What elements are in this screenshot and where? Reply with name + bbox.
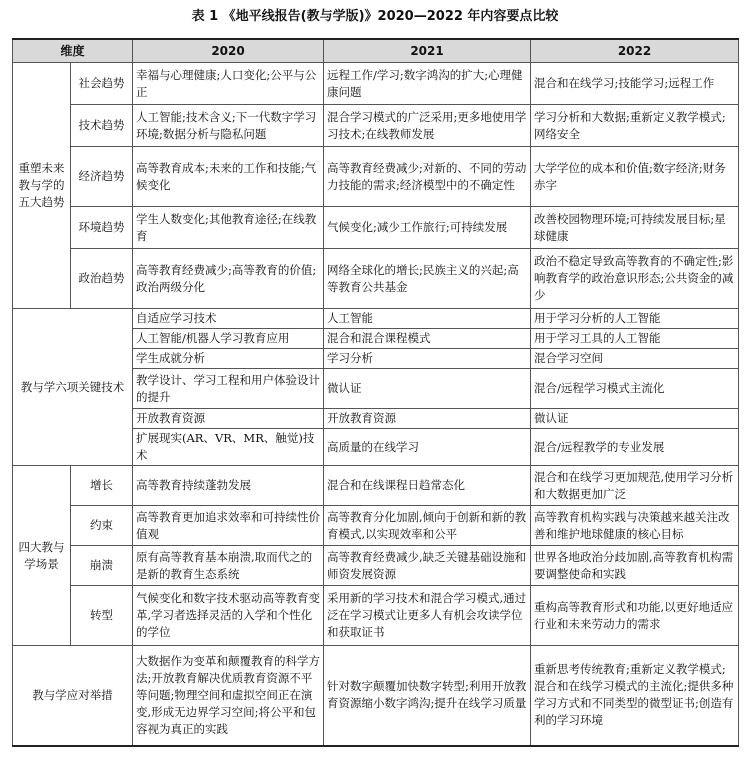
cell-2021: 高等教育经费减少;对新的、不同的劳动力技能的需求;经济模型中的不确定性 [324,147,531,207]
table-row [13,506,739,546]
header-2020: 2020 [133,39,324,63]
section-title: 重塑未来教与学的五大趋势 [13,63,71,309]
cell-2020: 气候变化和数字技术驱动高等教育变革,学习者选择灵活的入学和个性化的学位 [133,586,324,646]
cell-2021: 混合和在线课程日趋常态化 [324,466,531,506]
cell-2021: 高等教育分化加剧,倾向于创新和新的教育模式,以实现效率和公平 [324,506,531,546]
cell-2021: 针对数字颠覆加快数字转型;利用开放教育资源缩小数字鸿沟;提升在线学习质量 [324,646,531,746]
row-label: 经济趋势 [71,147,133,207]
cell-2021: 开放教育资源 [324,409,531,429]
row-label: 环境趋势 [71,207,133,249]
section-title: 四大教与学场景 [13,466,71,646]
cell-2022: 改善校园物理环境;可持续发展目标;星球健康 [531,207,739,249]
cell-2020: 教学设计、学习工程和用户体验设计的提升 [133,369,324,409]
cell-2022: 世界各地政治分歧加剧,高等教育机构需要调整使命和实践 [531,546,739,586]
cell-2022: 政治不稳定导致高等教育的不确定性;影响教育学的政治意识形态;公共资金的减少 [531,249,739,309]
cell-2022: 混合和在线学习更加规范,使用学习分析和大数据更加广泛 [531,466,739,506]
row-label: 社会趋势 [71,63,133,105]
table-row [13,309,739,329]
cell-2021: 气候变化;减少工作旅行;可持续发展 [324,207,531,249]
row-label: 崩溃 [71,546,133,586]
cell-2021: 混合和混合课程模式 [324,329,531,349]
row-label: 转型 [71,586,133,646]
cell-2021: 采用新的学习技术和混合学习模式,通过泛在学习模式让更多人有机会攻读学位和获取证书 [324,586,531,646]
cell-2021: 高质量的在线学习 [324,429,531,466]
table-row [13,105,739,147]
cell-2022: 混合/远程学习模式主流化 [531,369,739,409]
comparison-table [12,38,739,747]
cell-2020: 自适应学习技术 [133,309,324,329]
cell-2021: 学习分析 [324,349,531,369]
cell-2020: 高等教育更加追求效率和可持续性价值观 [133,506,324,546]
cell-2020: 高等教育经费减少;高等教育的价值;政治两级分化 [133,249,324,309]
table-row [13,466,739,506]
cell-2021: 高等教育经费减少,缺乏关键基础设施和师资发展资源 [324,546,531,586]
cell-2022: 重构高等教育形式和功能,以更好地适应行业和未来劳动力的需求 [531,586,739,646]
cell-2020: 开放教育资源 [133,409,324,429]
cell-2020: 学生成就分析 [133,349,324,369]
cell-2020: 幸福与心理健康;人口变化;公平与公正 [133,63,324,105]
cell-2022: 学习分析和大数据;重新定义教学模式;网络安全 [531,105,739,147]
table-row [13,249,739,309]
cell-2020: 扩展现实(AR、VR、MR、触觉)技术 [133,429,324,466]
table-row [13,207,739,249]
cell-2020: 人工智能/机器人学习教育应用 [133,329,324,349]
table-caption: 表 1 《地平线报告(教与学版)》2020—2022 年内容要点比较 [191,9,559,24]
cell-2021: 网络全球化的增长;民族主义的兴起;高等教育公共基金 [324,249,531,309]
row-label: 增长 [71,466,133,506]
cell-2022: 混合/远程教学的专业发展 [531,429,739,466]
cell-2021: 远程工作/学习;数字鸿沟的扩大;心理健康问题 [324,63,531,105]
table-row [13,586,739,646]
cell-2022: 重新思考传统教育;重新定义教学模式;混合和在线学习模式的主流化;提供多种学习方式和不同类型的微型证书;创造有利的学习环境 [531,646,739,746]
table-row [13,63,739,105]
cell-2022: 混合和在线学习;技能学习;远程工作 [531,63,739,105]
row-label: 政治趋势 [71,249,133,309]
cell-2020: 大数据作为变革和颠覆教育的科学方法;开放教育解决优质教育资源不平等问题;物理空间和虚拟空间正在演变,形成无边界学习空间;将公平和包容视为真正的实践 [133,646,324,746]
header-dimension: 维度 [13,39,133,63]
cell-2022: 大学学位的成本和价值;数字经济;财务赤字 [531,147,739,207]
cell-2022: 高等教育机构实践与决策越来越关注改善和维护地球健康的核心目标 [531,506,739,546]
section-title: 教与学应对举措 [13,646,133,746]
cell-2022: 用于学习分析的人工智能 [531,309,739,329]
cell-2020: 原有高等教育基本崩溃,取而代之的是新的教育生态系统 [133,546,324,586]
cell-2022: 用于学习工具的人工智能 [531,329,739,349]
table-row [13,546,739,586]
cell-2021: 人工智能 [324,309,531,329]
row-label: 技术趋势 [71,105,133,147]
section-title: 教与学六项关键技术 [13,309,133,466]
header-row [13,39,739,63]
header-2022: 2022 [531,39,739,63]
cell-2020: 高等教育成本;未来的工作和技能;气候变化 [133,147,324,207]
cell-2022: 微认证 [531,409,739,429]
cell-2020: 学生人数变化;其他教育途径;在线教育 [133,207,324,249]
cell-2020: 高等教育持续蓬勃发展 [133,466,324,506]
cell-2022: 混合学习空间 [531,349,739,369]
row-label: 约束 [71,506,133,546]
header-2021: 2021 [324,39,531,63]
cell-2020: 人工智能;技术含义;下一代数字学习环境;数据分析与隐私问题 [133,105,324,147]
table-row [13,646,739,746]
cell-2021: 微认证 [324,369,531,409]
table-row [13,147,739,207]
cell-2021: 混合学习模式的广泛采用;更多地使用学习技术;在线教师发展 [324,105,531,147]
